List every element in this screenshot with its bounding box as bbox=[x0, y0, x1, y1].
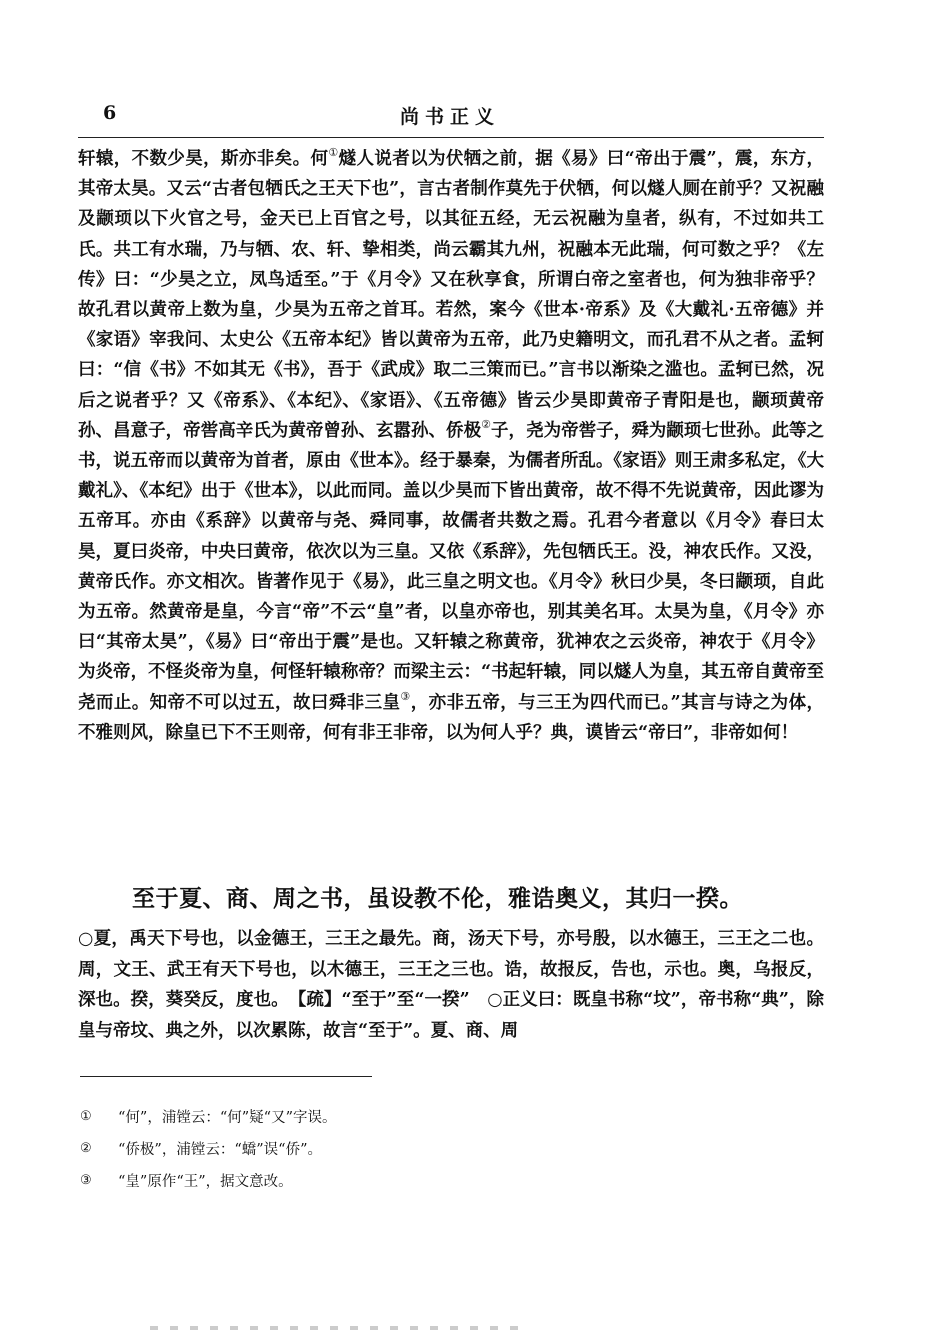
annotation-block bbox=[78, 924, 824, 1046]
commentary-text: 轩辕，不数少昊，斯亦非矣。何 bbox=[78, 149, 329, 169]
main-text: 至于夏、商、周之书，虽设教不伦，雅诰奥义，其归一揆。 bbox=[132, 885, 743, 912]
scan-noise bbox=[150, 1326, 530, 1330]
commentary-paragraph bbox=[78, 144, 824, 748]
footnote-text: “皇”原作“王”，据文意改。 bbox=[118, 1173, 293, 1190]
footnote-mark: ② bbox=[80, 1140, 92, 1156]
footnote-text: “何”，浦镗云：“何”疑“又”字误。 bbox=[118, 1109, 337, 1126]
commentary-text: ，亦非五帝，与三王为四代而已。”其言与诗之为体，不雅则风，除皇已下不王则帝，何有非王非帝，以为何人乎？典，谟皆云“帝曰”，非帝如何！ bbox=[78, 692, 824, 743]
footnote-item bbox=[80, 1132, 780, 1164]
commentary-text: 子，尧为帝喾子，舜为颛顼七世孙。此等之书，说五帝而以黄帝为首者，原由《世本》。经于暴秦，为儒者所乱。《家语》则王肃多私定，《大戴礼》、《本纪》出于《世本》，以此而同。盖以少昊而下皆出黄帝，故不得不先说黄帝，因此谬为五帝耳。亦由《系辞》以黄帝与尧、舜同事，故儒者共数之焉。孔君今者意以《月令》春曰太昊，夏曰炎帝，中央曰黄帝，依次以为三皇。又依《系辞》，先包牺氏王。没，神农氏作。又没，黄帝氏作。亦文相次。皆著作见于《易》，此三皇之明文也。《月令》秋曰少昊，冬曰颛顼，自此为五帝。然黄帝是皇，今言“帝”不云“皇”者，以皇亦帝也，别其美名耳。太昊为皇，《月令》亦曰“其帝太昊”，《易》曰“帝出于震”是也。又轩辕之称黄帝，犹神农之云炎帝，神农于《月令》为炎帝，不怪炎帝为皇，何怪轩辕称帝？而梁主云：“书起轩辕，同以燧人为皇，其五帝自黄帝至尧而止。知帝不可以过五，故曰舜非三皇 bbox=[78, 420, 824, 713]
commentary-text: 燧人说者以为伏牺之前，据《易》曰“帝出于震”，震，东方，其帝太昊。又云“古者包牺氏之王天下也”，言古者制作莫先于伏牺，何以燧人厕在前乎？又祝融及颛顼以下火官之号，金天已上百官之号，以其征五经，无云祝融为皇者，纵有，不过如共工氏。共工有水瑞，乃与牺、农、轩、挚相类，尚云霸其九州，祝融本无此瑞，何可数之乎？《左传》曰：“少昊之立，凤鸟适至。”于《月令》又在秋享食，所谓白帝之室者也，何为独非帝乎？故孔君以黄帝上数为皇，少昊为五帝之首耳。若然，案今《世本·帝系》及《大戴礼·五帝德》并《家语》宰我问、太史公《五帝本纪》皆以黄帝为五帝，此乃史籍明文，而孔君不从之者。孟轲曰：“信《书》不如其无《书》，吾于《武成》取二三策而已。”言书以渐染之滥也。孟轲已然，况后之说者乎？又《帝系》、《本纪》、《家语》、《五帝德》皆云少昊即黄帝子青阳是也，颛顼黄帝孙、昌意子，帝喾高辛氏为黄帝曾孙、玄嚣孙、侨极 bbox=[78, 149, 824, 441]
footnote-item bbox=[80, 1164, 780, 1196]
running-title: 尚书正义 bbox=[400, 106, 501, 128]
footnote-rule bbox=[80, 1076, 372, 1077]
footnote-mark: ① bbox=[80, 1108, 92, 1124]
footnote-ref: ③ bbox=[400, 689, 411, 703]
footnote-ref: ② bbox=[481, 417, 492, 431]
footnote-mark: ③ bbox=[80, 1172, 92, 1188]
footnote-text: “侨极”，浦镗云：“蟜”误“侨”。 bbox=[118, 1141, 322, 1158]
commentary-block bbox=[78, 144, 824, 748]
footnote-ref: ① bbox=[328, 146, 339, 159]
annotation-text: ○夏，禹天下号也，以金德王，三王之最先。商，汤天下号，亦号殷，以水德王，三王之二也。周，文王、武王有天下号也，以木德王，三王之三也。诰，故报反，告也，示也。奥，乌报反，深也。揆，葵癸反，度也。 【疏】“至于”至“一揆” ○正义曰：既皇书称“坟”，帝书称“典”，除皇与帝坟、典之外，以次累陈，故言“至于”。夏、商、周 bbox=[78, 929, 824, 1041]
footnotes bbox=[80, 1100, 780, 1196]
page-number: 6 bbox=[103, 102, 117, 124]
footnote-item bbox=[80, 1100, 780, 1132]
header-rule bbox=[78, 137, 824, 138]
